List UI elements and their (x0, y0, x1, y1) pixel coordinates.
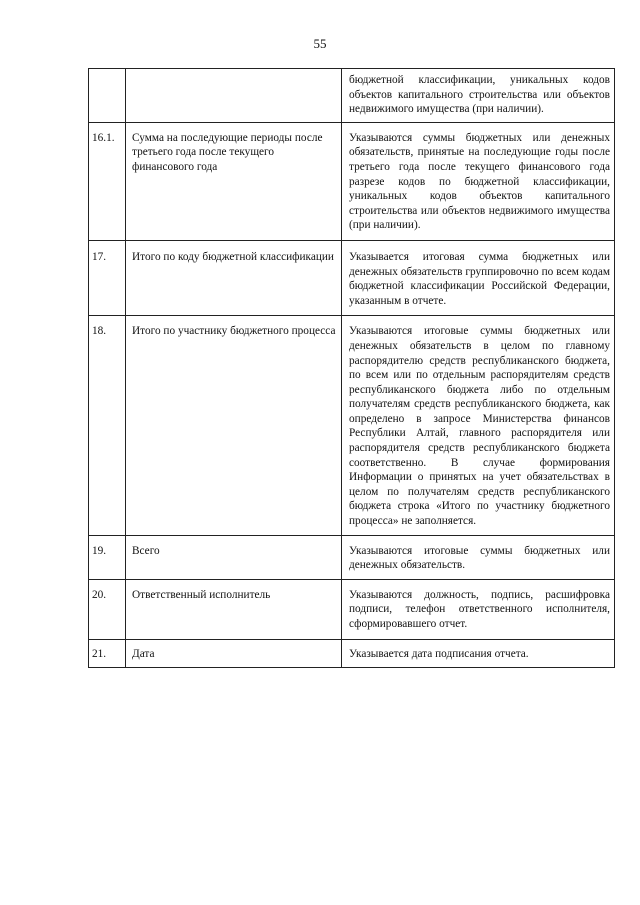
table-row (89, 639, 615, 668)
row-number: 17. (89, 240, 126, 315)
table-row (89, 122, 615, 240)
instructions-table (88, 68, 615, 668)
row-number (89, 69, 126, 123)
row-description: Указывается итоговая сумма бюджетных или денежных обязательств группировочно по всем кодам бюджетной классификации Российской Федерации, указанным в отчете. (342, 240, 615, 315)
row-description: Указывается дата подписания отчета. (342, 639, 615, 668)
page-number: 55 (313, 36, 327, 51)
row-field-name: Дата (126, 639, 342, 668)
row-number: 20. (89, 579, 126, 639)
row-field-name (126, 69, 342, 123)
row-number: 21. (89, 639, 126, 668)
row-description: Указываются суммы бюджетных или денежных обязательств, принятые на последующие годы после третьего года после текущего финансового года разрезе кодов по бюджетной классификации, уникальных кодов объектов капитального строительства или объектов недвижимого имущества (при наличии). (342, 122, 615, 240)
row-field-name: Итого по коду бюджетной классификации (126, 240, 342, 315)
table-row (89, 535, 615, 579)
row-description: бюджетной классификации, уникальных кодов объектов капитального строительства или объектов недвижимого имущества (при наличии). (342, 69, 615, 123)
row-field-name: Итого по участнику бюджетного процесса (126, 316, 342, 535)
row-field-name: Всего (126, 535, 342, 579)
table-row (89, 69, 615, 123)
row-description: Указываются должность, подпись, расшифровка подписи, телефон ответственного исполнителя, сформировавшего отчет. (342, 579, 615, 639)
table-row (89, 316, 615, 535)
row-number: 18. (89, 316, 126, 535)
row-description: Указываются итоговые суммы бюджетных или денежных обязательств. (342, 535, 615, 579)
table-row (89, 579, 615, 639)
row-number: 16.1. (89, 122, 126, 240)
table-row (89, 240, 615, 315)
row-field-name: Сумма на последующие периоды после третьего года после текущего финансового года (126, 122, 342, 240)
row-number: 19. (89, 535, 126, 579)
row-field-name: Ответственный исполнитель (126, 579, 342, 639)
row-description: Указываются итоговые суммы бюджетных или денежных обязательств в целом по главному распорядителю средств республиканского бюджета, по всем или по отдельным распорядителям средств республиканского бюджета либо по отдельным получателям средств республиканского бюджета, как определено в запросе Министерства финансов Республики Алтай, главного распорядителя или распорядителя средств республиканского бюджета соответственно. В случае формирования Информации о принятых на учет обязательствах в целом по получателям средств республиканского бюджета строка «Итого по участнику бюджетного процесса» не заполняется. (342, 316, 615, 535)
